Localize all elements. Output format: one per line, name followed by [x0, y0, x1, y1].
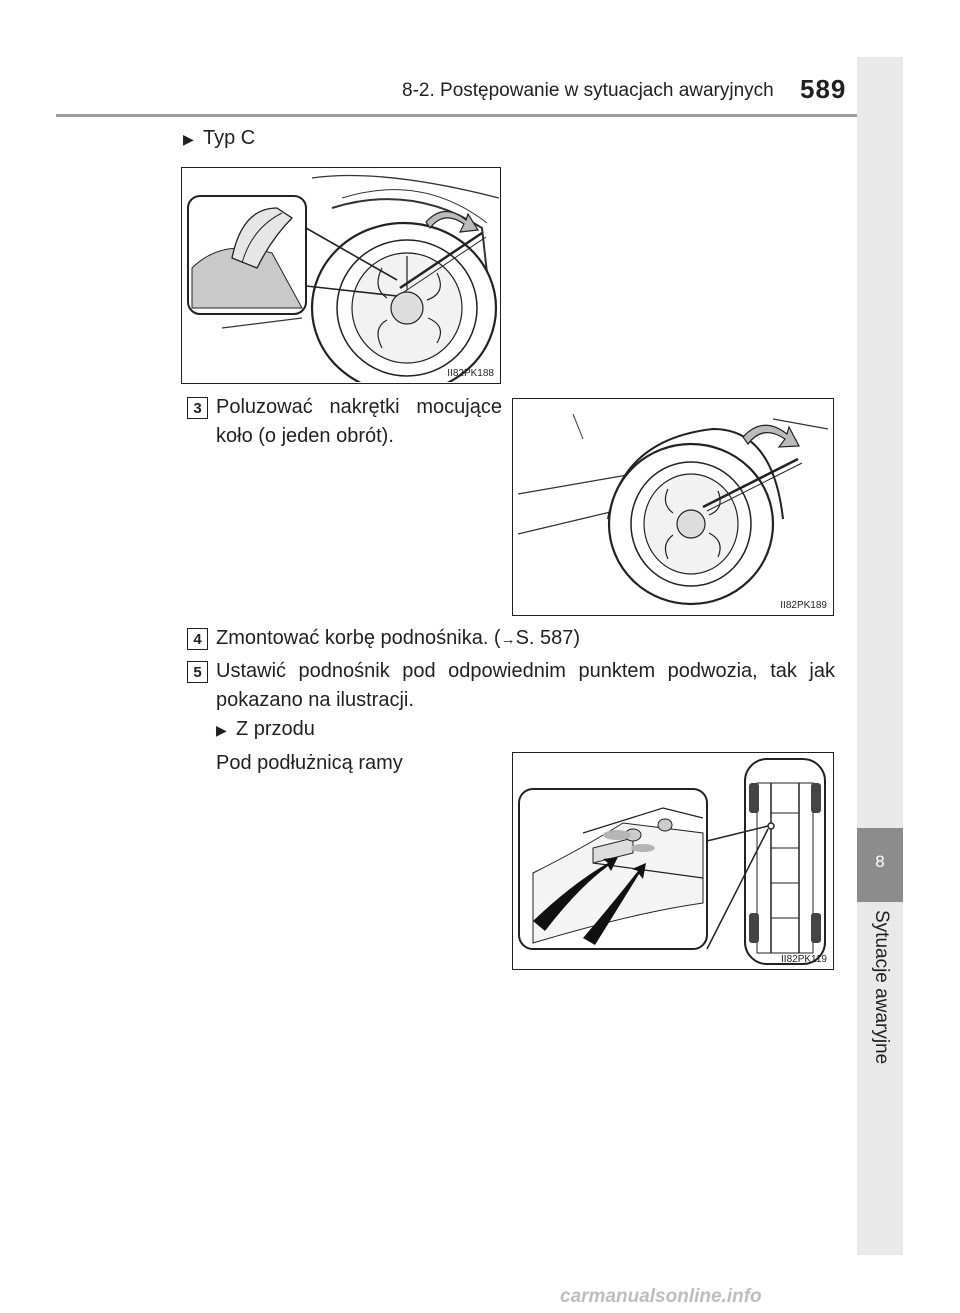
step-number-3: 3 [187, 397, 208, 419]
chapter-label: Sytuacje awaryjne [871, 910, 892, 1065]
triangle-bullet-icon: ▶ [183, 131, 194, 147]
figure-code: II82PK188 [447, 368, 494, 379]
type-c-heading: ▶ Typ C [183, 124, 255, 154]
figure-loosen-wheel-nuts [512, 398, 834, 616]
footer-watermark: carmanualsonline.info [560, 1286, 762, 1307]
front-heading: ▶ Z przodu [216, 715, 315, 745]
step-number-5: 5 [187, 661, 208, 683]
arrow-right-icon: → [500, 631, 516, 648]
header-rule [56, 114, 903, 117]
front-jack-point-note: Pod podłużnicą ramy [216, 752, 403, 774]
figure-code: II82PK119 [781, 954, 827, 965]
figure-code: II82PK189 [780, 600, 827, 611]
page-reference-link[interactable]: S. 587) [515, 627, 581, 649]
figure-wheel-cover-removal [181, 167, 501, 384]
jack-point-illustration [513, 753, 832, 968]
loosen-nuts-illustration [513, 399, 832, 614]
section-title: 8-2. Postępowanie w sytuacjach awaryjnych [402, 80, 774, 101]
step-number-4: 4 [187, 628, 208, 650]
figure-front-jack-point [512, 752, 834, 970]
step-5-text: Ustawić podnośnik pod odpowiednim punktem podwozia, tak jak pokazano na ilustracji. [216, 660, 835, 711]
triangle-bullet-icon: ▶ [216, 722, 227, 738]
chapter-number: 8 [875, 852, 885, 871]
wheel-cover-illustration [182, 168, 499, 382]
step-3-text: Poluzować nakrętki mocujące koło (o jeden obrót). [216, 396, 502, 447]
page-number: 589 [800, 74, 847, 104]
step-4-text: Zmontować korbę podnośnika. (→S. 587) [216, 627, 581, 649]
